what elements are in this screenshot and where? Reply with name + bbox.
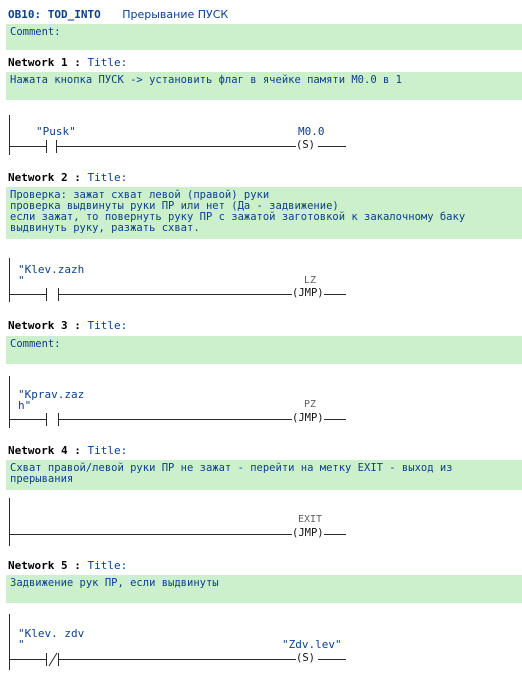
coil-operand[interactable]: "Zdv.lev" (282, 638, 342, 651)
block-name: OB10: TOD_INTO (8, 8, 101, 21)
block-comment-text: Comment: (10, 26, 61, 38)
wire (318, 146, 346, 147)
network-title[interactable]: Title: (87, 56, 128, 69)
jump-coil[interactable]: (JMP) (292, 527, 324, 539)
wire (324, 534, 346, 535)
network-number: Network 4 (8, 444, 68, 457)
contact-operand[interactable]: "Klev. zdv " (18, 627, 85, 651)
jump-label[interactable]: EXIT (298, 514, 323, 525)
network-3-comment[interactable] (6, 336, 522, 364)
wire (9, 419, 47, 420)
network-4-comment[interactable] (6, 460, 522, 490)
comment-line: выдвинуть руку, разжать схват. (10, 222, 200, 234)
network-number: Network 3 (8, 319, 68, 332)
wire (58, 659, 296, 660)
power-rail (9, 258, 10, 302)
wire (58, 419, 292, 420)
power-rail (9, 115, 10, 155)
network-title[interactable]: Title: (87, 319, 128, 332)
network-1-header: Network 1 : Title: (8, 56, 128, 69)
comment-line: прерывания (10, 473, 74, 485)
jump-label[interactable]: PZ (304, 399, 317, 410)
wire (9, 294, 47, 295)
network-1-comment[interactable] (6, 72, 522, 100)
wire (9, 534, 292, 535)
contact-left-bar (46, 413, 47, 426)
wire (324, 294, 346, 295)
contact-left-bar (46, 288, 47, 301)
power-rail (9, 376, 10, 428)
block-comment[interactable] (6, 24, 522, 50)
network-5-header: Network 5 : Title: (8, 559, 128, 572)
contact-operand[interactable]: "Pusk" (36, 125, 76, 138)
network-title[interactable]: Title: (87, 444, 128, 457)
block-header (8, 8, 228, 21)
comment-line: Проверка: зажат схват левой (правой) руки (10, 189, 270, 201)
network-title[interactable]: Title: (87, 559, 128, 572)
comment-line: проверка выдвинуты руки ПР или нет (Да - задвижение) (10, 200, 339, 212)
comment-line: Comment: (10, 338, 61, 350)
block-description: Прерывание ПУСК (122, 8, 229, 21)
comment-line: Нажата кнопка ПУСК -> установить флаг в ячейке памяти M0.0 в 1 (10, 74, 402, 86)
network-number: Network 1 (8, 56, 68, 69)
contact-left-bar (46, 140, 47, 153)
jump-coil[interactable]: (JMP) (292, 287, 324, 299)
contact-operand[interactable]: "Kprav.zaz h" (18, 388, 85, 412)
network-3-header: Network 3 : Title: (8, 319, 128, 332)
network-2-comment[interactable] (6, 187, 522, 239)
network-4-header: Network 4 : Title: (8, 444, 128, 457)
jump-coil[interactable]: (JMP) (292, 412, 324, 424)
network-number: Network 5 (8, 559, 68, 572)
set-coil[interactable]: (S) (296, 652, 315, 664)
wire (9, 146, 47, 147)
network-5-comment[interactable] (6, 575, 522, 603)
network-2-header: Network 2 : Title: (8, 171, 128, 184)
comment-line: Схват правой/левой руки ПР не зажат - перейти на метку EXIT - выход из (10, 462, 453, 474)
power-rail (9, 614, 10, 670)
coil-operand[interactable]: M0.0 (298, 125, 325, 138)
set-coil[interactable]: (S) (296, 139, 315, 151)
wire (58, 294, 292, 295)
wire (318, 659, 346, 660)
network-number: Network 2 (8, 171, 68, 184)
power-rail (9, 498, 10, 546)
comment-line: Задвижение рук ПР, если выдвинуты (10, 577, 219, 589)
network-title[interactable]: Title: (87, 171, 128, 184)
wire (324, 419, 346, 420)
wire (9, 659, 47, 660)
contact-operand[interactable]: "Klev.zazh " (18, 263, 85, 287)
comment-line: если зажат, то повернуть руку ПР с зажатой заготовкой к закалочному баку (10, 211, 466, 223)
wire (56, 146, 296, 147)
jump-label[interactable]: LZ (304, 275, 317, 286)
